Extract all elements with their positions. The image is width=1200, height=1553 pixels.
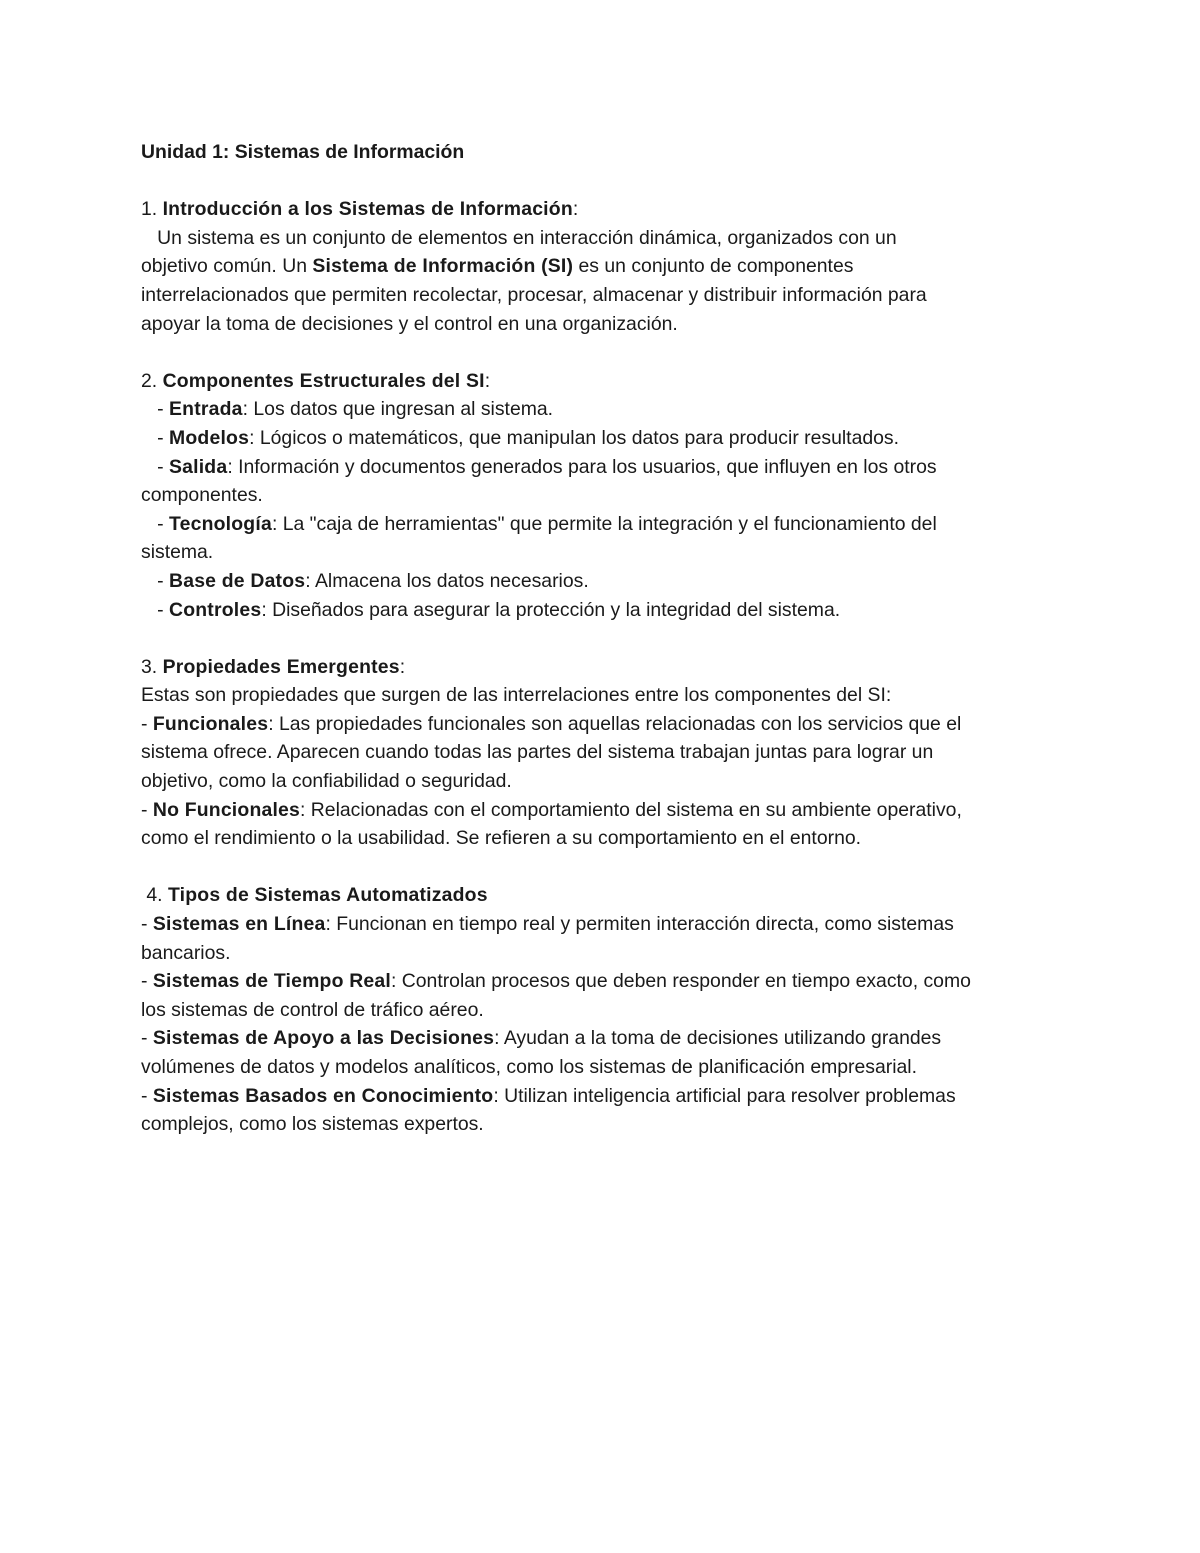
section-number: 1. (141, 198, 163, 221)
section-number: 3. (141, 655, 163, 678)
bullet: - (141, 712, 153, 735)
list-item (141, 596, 1071, 625)
list-item-continuation: los sistemas de control de tráfico aéreo. (141, 998, 484, 1021)
bold-term: Sistema de Información (SI) (312, 255, 574, 278)
list-term: Base de Datos (169, 569, 306, 592)
list-term: Funcionales (152, 712, 269, 735)
list-text: : Información y documentos generados para los usuarios, que influyen en los otros (227, 455, 937, 478)
list-item (141, 710, 1071, 739)
section-2-heading (141, 367, 1071, 396)
list-text: : Controlan procesos que deben responder en tiempo exacto, como (390, 970, 971, 993)
section-3-heading (141, 653, 1071, 682)
list-text: : Diseñados para asegurar la protección y la integridad del sistema. (261, 598, 841, 621)
list-term: Tecnología (169, 512, 272, 535)
list-text: : La "caja de herramientas" que permite la integración y el funcionamiento del (271, 512, 937, 535)
list-text: : Los datos que ingresan al sistema. (242, 398, 554, 421)
list-item-continuation: sistema ofrece. Aparecen cuando todas las partes del sistema trabajan juntas para lograr un (141, 741, 934, 764)
paragraph-line: apoyar la toma de decisiones y el control en una organización. (141, 312, 678, 335)
section-4-heading (141, 881, 1071, 910)
section-title: Componentes Estructurales del SI (162, 369, 485, 392)
list-term: Modelos (169, 426, 250, 449)
text: es un conjunto de componentes (573, 255, 854, 278)
list-item (141, 1082, 1071, 1111)
list-item-continuation: como el rendimiento o la usabilidad. Se refieren a su comportamiento en el entorno. (141, 827, 862, 850)
list-term: Sistemas Basados en Conocimiento (152, 1084, 494, 1107)
paragraph-line: Estas son propiedades que surgen de las interrelaciones entre los componentes del SI: (141, 684, 892, 707)
paragraph-line (141, 252, 1071, 281)
bullet: - (141, 569, 170, 592)
bullet: - (141, 913, 153, 936)
list-term: Entrada (169, 398, 243, 421)
list-term: Salida (169, 455, 228, 478)
list-item (141, 796, 1071, 825)
list-text: : Utilizan inteligencia artificial para resolver problemas (493, 1084, 956, 1107)
list-term: Sistemas de Tiempo Real (152, 970, 391, 993)
list-item (141, 967, 1071, 996)
paragraph-line: Un sistema es un conjunto de elementos en interacción dinámica, organizados con un (141, 226, 897, 249)
section-title: Tipos de Sistemas Automatizados (167, 884, 488, 907)
bullet: - (141, 455, 170, 478)
bullet: - (141, 1084, 153, 1107)
list-text: : Almacena los datos necesarios. (305, 569, 589, 592)
list-text: : Funcionan en tiempo real y permiten interacción directa, como sistemas (325, 913, 954, 936)
bullet: - (141, 970, 153, 993)
list-item-continuation: volúmenes de datos y modelos analíticos, como los sistemas de planificación empresarial. (141, 1056, 918, 1078)
list-item-continuation: complejos, como los sistemas expertos. (141, 1113, 484, 1136)
list-item (141, 567, 1071, 596)
list-item (141, 1024, 1071, 1053)
list-term: Sistemas en Línea (152, 913, 326, 936)
list-item-continuation: sistema. (141, 541, 214, 564)
section-title: Propiedades Emergentes (162, 655, 400, 678)
list-item-continuation: objetivo, como la confiabilidad o seguridad. (141, 770, 512, 793)
bullet: - (141, 798, 153, 821)
list-term: No Funcionales (152, 798, 301, 821)
list-term: Controles (169, 598, 262, 621)
text: objetivo común. Un (141, 255, 313, 278)
colon: : (484, 369, 491, 392)
spacer (141, 167, 1071, 196)
bullet: - (141, 598, 170, 621)
spacer (141, 853, 1071, 882)
document-page (141, 138, 1071, 1139)
section-title: Introducción a los Sistemas de Información (162, 198, 573, 221)
section-number: 2. (141, 369, 163, 392)
list-text: : Relacionadas con el comportamiento del sistema en su ambiente operativo, (300, 798, 962, 821)
list-text: : Lógicos o matemáticos, que manipulan los datos para producir resultados. (249, 426, 900, 449)
section-number: 4. (141, 884, 168, 907)
colon: : (572, 198, 579, 221)
list-item-continuation: componentes. (141, 484, 263, 507)
spacer (141, 624, 1071, 653)
spacer (141, 338, 1071, 367)
list-item (141, 424, 1071, 453)
paragraph-line: interrelacionados que permiten recolectar, procesar, almacenar y distribuir información para (141, 283, 927, 306)
list-item (141, 453, 1071, 482)
list-item (141, 510, 1071, 539)
list-item (141, 395, 1071, 424)
list-item-continuation: bancarios. (141, 941, 231, 964)
list-term: Sistemas de Apoyo a las Decisiones (152, 1027, 495, 1050)
section-1-heading (141, 195, 1071, 224)
list-text: : Ayudan a la toma de decisiones utilizando grandes (494, 1027, 942, 1050)
bullet: - (141, 512, 170, 535)
colon: : (399, 655, 406, 678)
list-item (141, 910, 1071, 939)
list-text: : Las propiedades funcionales son aquellas relacionadas con los servicios que el (268, 712, 962, 735)
bullet: - (141, 426, 170, 449)
document-title: Unidad 1: Sistemas de Información (141, 141, 465, 163)
bullet: - (141, 1027, 153, 1050)
bullet: - (141, 398, 170, 421)
